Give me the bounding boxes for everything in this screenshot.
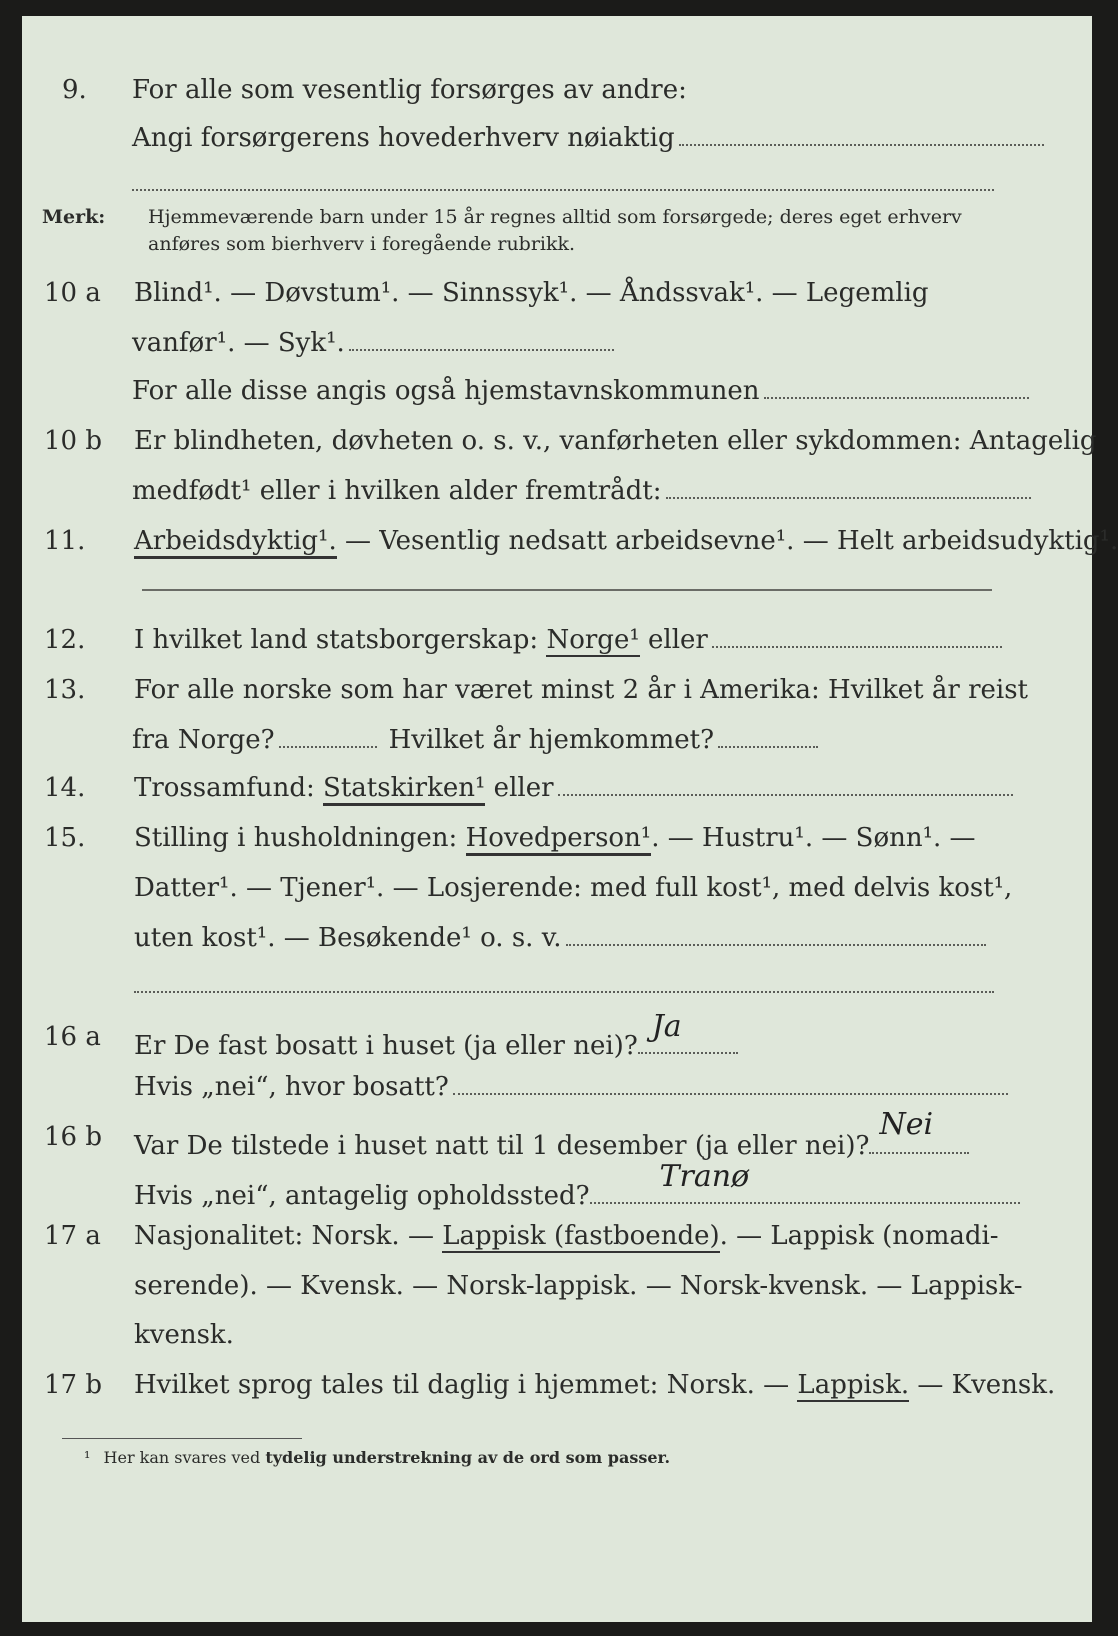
question-17a-line3: kvensk. <box>134 1320 234 1350</box>
question-text-post: . — Hustru¹. — Sønn¹. — <box>651 823 976 853</box>
question-text <box>134 625 1002 655</box>
answer-line[interactable] <box>718 746 818 748</box>
selected-option[interactable]: Statskirken¹ <box>323 773 485 806</box>
question-text <box>134 1107 969 1161</box>
question-16a-line2 <box>134 1072 1008 1102</box>
question-text-pre: Nasjonalitet: Norsk. — <box>134 1221 443 1251</box>
selected-option[interactable]: Norge¹ <box>546 625 640 655</box>
answer-line[interactable] <box>142 589 992 591</box>
question-text-pre: I hvilket land statsborgerskap: <box>134 625 547 655</box>
merk-note <box>42 204 962 230</box>
question-text <box>134 1370 1055 1400</box>
question-text: Hvis „nei“, hvor bosatt? <box>134 1072 449 1102</box>
answer-line[interactable] <box>712 646 1002 648</box>
question-text <box>134 1221 999 1251</box>
question-number: 10 a <box>44 278 101 308</box>
answer-line[interactable] <box>453 1093 1008 1095</box>
question-text: fra Norge? <box>132 725 275 755</box>
question-number: 16 a <box>44 1022 101 1052</box>
footnote-mark: ¹ <box>84 1448 91 1467</box>
answer-line[interactable] <box>558 794 1013 796</box>
selected-option[interactable]: Arbeidsdyktig¹. <box>134 526 337 559</box>
question-text: Hvilket år hjemkommet? <box>388 725 715 755</box>
selected-option[interactable]: Hovedperson¹ <box>466 823 652 856</box>
question-text-post: eller <box>485 773 554 803</box>
question-number: 11. <box>44 526 86 556</box>
question-text-post: eller <box>639 625 708 655</box>
question-15-line3 <box>134 923 986 953</box>
question-text <box>134 526 1118 556</box>
census-form-page <box>22 16 1118 1622</box>
answer-line[interactable] <box>764 397 1029 399</box>
merk-line1: Hjemmeværende barn under 15 år regnes alltid som forsørgede; deres eget erhverv <box>148 206 962 228</box>
question-text: uten kost¹. — Besøkende¹ o. s. v. <box>134 923 562 953</box>
answer-field[interactable] <box>638 1009 738 1054</box>
question-10a-line3 <box>132 376 1029 406</box>
footnote-divider <box>62 1438 302 1439</box>
merk-line2: anføres som bierhverv i foregående rubrikk. <box>148 233 576 255</box>
question-text-pre: Stilling i husholdningen: <box>134 823 466 853</box>
question-text: For alle norske som har været minst 2 år i Amerika: Hvilket år reist <box>134 675 1028 705</box>
question-number: 14. <box>44 773 86 803</box>
question-10b-line2 <box>132 476 1031 506</box>
footnote-bold-text: tydelig understrekning av de ord som passer. <box>265 1448 671 1467</box>
question-text-rest: — Vesentlig nedsatt arbeidsevne¹. — Helt arbeidsudyktig¹. <box>336 526 1118 556</box>
footnote <box>84 1448 670 1467</box>
question-number: 17 a <box>44 1221 101 1251</box>
question-text: Angi forsørgerens hovederhverv nøiaktig <box>132 123 675 153</box>
answer-line[interactable] <box>566 944 986 946</box>
footnote-text: Her kan svares ved <box>103 1448 266 1467</box>
question-text: Var De tilstede i huset natt til 1 desember (ja eller nei)? <box>134 1131 870 1161</box>
question-text: Er blindheten, døvheten o. s. v., vanførheten eller sykdommen: Antagelig <box>134 426 1097 456</box>
answer-line[interactable] <box>666 497 1031 499</box>
question-10a-line2 <box>132 328 614 358</box>
question-text: Blind¹. — Døvstum¹. — Sinnssyk¹. — Åndssvak¹. — Legemlig <box>134 278 929 308</box>
question-text-pre: Hvilket sprog tales til daglig i hjemmet: Norsk. — <box>134 1370 798 1400</box>
handwritten-answer: Tranø <box>659 1159 750 1194</box>
question-15-line2: Datter¹. — Tjener¹. — Losjerende: med full kost¹, med delvis kost¹, <box>134 873 1013 903</box>
question-text <box>134 823 976 853</box>
answer-line[interactable] <box>134 991 994 993</box>
answer-line[interactable] <box>132 189 994 191</box>
answer-field[interactable] <box>590 1159 1020 1204</box>
handwritten-answer: Nei <box>879 1107 934 1142</box>
question-text-post: . — Lappisk (nomadi- <box>719 1221 999 1251</box>
question-17a-line2: serende). — Kvensk. — Norsk-lappisk. — Norsk-kvensk. — Lappisk- <box>134 1271 1023 1301</box>
answer-line[interactable] <box>349 349 614 351</box>
merk-label: Merk: <box>42 206 106 228</box>
question-text: vanfør¹. — Syk¹. <box>132 328 345 358</box>
question-text: Er De fast bosatt i huset (ja eller nei)? <box>134 1031 638 1061</box>
question-text: medfødt¹ eller i hvilken alder fremtrådt: <box>132 476 662 506</box>
selected-option[interactable]: Lappisk (fastboende) <box>442 1221 720 1251</box>
question-number: 12. <box>44 625 86 655</box>
question-number: 16 b <box>44 1122 102 1152</box>
question-number: 15. <box>44 823 86 853</box>
question-number: 13. <box>44 675 86 705</box>
question-9-line2 <box>132 123 1044 153</box>
question-text: Hvis „nei“, antagelig opholdssted? <box>134 1181 590 1211</box>
selected-option[interactable]: Lappisk. <box>797 1370 910 1400</box>
handwritten-answer: Ja <box>651 1009 682 1044</box>
answer-line[interactable] <box>679 144 1044 146</box>
question-text-pre: Trossamfund: <box>134 773 324 803</box>
question-text-post: — Kvensk. <box>909 1370 1056 1400</box>
question-text: For alle disse angis også hjemstavnskommunen <box>132 376 760 406</box>
question-number: 17 b <box>44 1370 102 1400</box>
answer-line[interactable] <box>279 746 377 748</box>
question-number: 9. <box>62 75 87 105</box>
question-text: For alle som vesentlig forsørges av andre: <box>132 75 687 105</box>
question-text <box>134 1009 738 1061</box>
answer-field[interactable] <box>869 1107 969 1154</box>
question-number: 10 b <box>44 426 102 456</box>
question-text <box>134 773 1013 803</box>
question-16b-line2 <box>134 1159 1020 1211</box>
question-13-line2 <box>132 725 818 755</box>
